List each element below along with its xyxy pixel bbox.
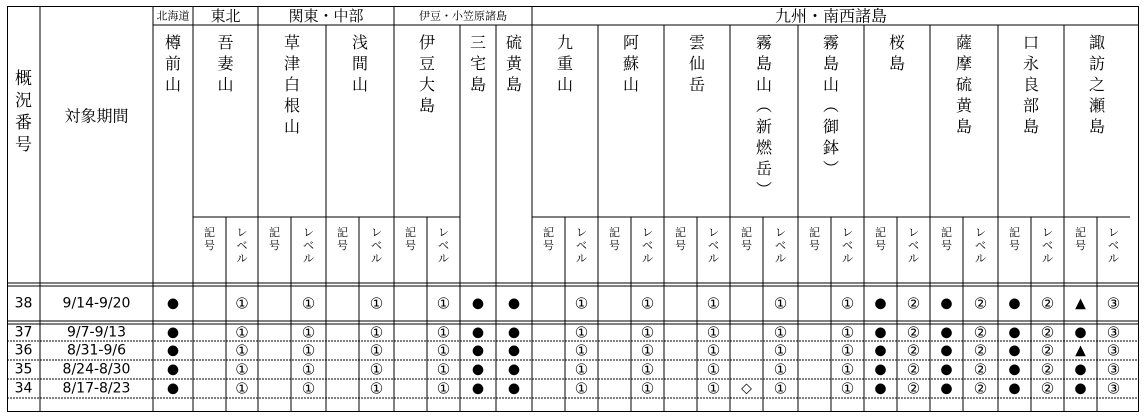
- symbol-miyake: ●: [471, 380, 485, 397]
- symbol-satsuma: ●: [940, 361, 953, 378]
- level-azuma: ①: [235, 294, 249, 313]
- sub-header-level: レベル: [576, 225, 587, 265]
- level-izuoshima: ①: [436, 360, 451, 379]
- level-kusatsu: ①: [301, 323, 316, 342]
- symbol-satsuma: ●: [940, 295, 953, 312]
- sub-header-level: レベル: [842, 225, 853, 265]
- sub-header-kigo: 記号: [609, 225, 620, 252]
- sub-header-kigo: 記号: [204, 225, 215, 252]
- region-label-kanto: 関東・中部: [288, 7, 364, 25]
- sub-header-level: レベル: [642, 225, 653, 265]
- level-unzen: ①: [706, 360, 721, 379]
- level-aso: ①: [640, 360, 655, 379]
- volcano-name-kuju: 九重山: [556, 32, 574, 94]
- row-period: 9/14-9/20: [62, 295, 131, 312]
- sub-header-kigo: 記号: [875, 225, 886, 252]
- sub-header-level: レベル: [775, 225, 786, 265]
- volcano-name-sakura: 桜島: [888, 32, 906, 73]
- symbol-tarumae: ●: [166, 324, 180, 341]
- row-period: 8/31-9/6: [66, 342, 127, 359]
- sub-header-kigo: 記号: [675, 225, 686, 252]
- level-ohachi: ①: [840, 341, 855, 360]
- volcano-name-azuma: 吾妻山: [217, 32, 234, 94]
- level-suwanose: ③: [1106, 341, 1121, 360]
- gaikyo-header: 概況番号: [15, 69, 32, 155]
- level-ohachi: ①: [840, 360, 855, 379]
- symbol-kuchinoerabu: ●: [1008, 324, 1021, 341]
- sub-header-level: レベル: [303, 225, 314, 265]
- symbol-tarumae: ●: [166, 342, 180, 359]
- row-number: 36: [14, 342, 33, 359]
- level-shinmoe: ①: [773, 341, 788, 360]
- symbol-miyake: ●: [471, 342, 485, 359]
- period-header: 対象期間: [64, 106, 129, 126]
- region-gap: [997, 7, 999, 25]
- level-kuju: ①: [574, 379, 589, 398]
- volcano-name-unzen: 雲仙岳: [688, 32, 706, 94]
- level-shinmoe: ①: [773, 294, 788, 313]
- level-sakura: ②: [906, 294, 921, 313]
- symbol-iojima: ●: [507, 361, 521, 378]
- symbol-sakura: ●: [874, 380, 887, 397]
- level-ohachi: ①: [840, 379, 855, 398]
- level-sakura: ②: [906, 341, 921, 360]
- level-sakura: ②: [906, 360, 921, 379]
- level-aso: ①: [640, 323, 655, 342]
- level-suwanose: ③: [1106, 323, 1121, 342]
- level-asama: ①: [369, 294, 384, 313]
- symbol-miyake: ●: [471, 295, 485, 312]
- level-kuju: ①: [574, 341, 589, 360]
- sub-header-level: レベル: [371, 225, 382, 265]
- volcano-name-kuchinoerabu: 口永良部島: [1022, 32, 1040, 136]
- level-suwanose: ③: [1106, 294, 1121, 313]
- level-sakura: ②: [906, 379, 921, 398]
- sub-header-kigo: 記号: [809, 225, 820, 252]
- symbol-satsuma: ●: [940, 324, 953, 341]
- symbol-tarumae: ●: [166, 361, 180, 378]
- symbol-iojima: ●: [507, 295, 521, 312]
- level-kuchinoerabu: ②: [1040, 323, 1055, 342]
- level-kuju: ①: [574, 294, 589, 313]
- sub-header-kigo: 記号: [405, 225, 416, 252]
- symbol-kuchinoerabu: ●: [1008, 342, 1021, 359]
- level-kusatsu: ①: [301, 294, 316, 313]
- region-gap: [1063, 7, 1065, 25]
- level-satsuma: ②: [973, 341, 988, 360]
- volcano-name-iojima: 硫黄島: [505, 32, 523, 94]
- level-unzen: ①: [706, 341, 721, 360]
- symbol-kuchinoerabu: ●: [1008, 380, 1021, 397]
- level-kusatsu: ①: [301, 360, 316, 379]
- volcano-name-tarumae: 樽前山: [164, 32, 182, 94]
- level-asama: ①: [369, 360, 384, 379]
- symbol-iojima: ●: [507, 342, 521, 359]
- level-unzen: ①: [706, 294, 721, 313]
- level-izuoshima: ①: [436, 379, 451, 398]
- symbol-kuchinoerabu: ●: [1008, 361, 1021, 378]
- level-ohachi: ①: [840, 294, 855, 313]
- symbol-miyake: ●: [471, 324, 485, 341]
- symbol-sakura: ●: [874, 324, 887, 341]
- region-label-tohoku: 東北: [210, 7, 241, 25]
- volcano-name-satsuma: 薩摩硫黄島: [955, 32, 973, 136]
- sub-header-level: レベル: [1108, 225, 1119, 265]
- region-label-kyushu: 九州・南西諸島: [774, 6, 888, 26]
- level-satsuma: ②: [973, 294, 988, 313]
- sub-header-level: レベル: [438, 225, 449, 265]
- level-asama: ①: [369, 323, 384, 342]
- level-kuchinoerabu: ②: [1040, 379, 1055, 398]
- volcano-name-ohachi: 霧島山︵御鉢︶: [822, 32, 840, 178]
- level-azuma: ①: [235, 379, 249, 398]
- level-satsuma: ②: [973, 323, 988, 342]
- symbol-suwanose: ●: [1074, 324, 1087, 341]
- sub-header-kigo: 記号: [1009, 225, 1020, 252]
- row-number: 38: [14, 295, 33, 312]
- sub-header-level: レベル: [908, 225, 919, 265]
- level-kuchinoerabu: ②: [1040, 341, 1055, 360]
- region-gap: [729, 7, 731, 25]
- level-azuma: ①: [235, 360, 249, 379]
- level-shinmoe: ①: [773, 323, 788, 342]
- level-asama: ①: [369, 341, 384, 360]
- level-shinmoe: ①: [773, 360, 788, 379]
- row-period: 9/7-9/13: [66, 324, 127, 341]
- level-aso: ①: [640, 379, 655, 398]
- level-izuoshima: ①: [436, 341, 451, 360]
- level-azuma: ①: [235, 323, 249, 342]
- volcano-name-kusatsu: 草津白根山: [283, 32, 301, 136]
- region-gap: [663, 7, 665, 25]
- sub-header-kigo: 記号: [269, 225, 280, 252]
- level-shinmoe: ①: [773, 379, 788, 398]
- sub-header-level: レベル: [236, 225, 248, 265]
- level-kuchinoerabu: ②: [1040, 294, 1055, 313]
- sub-header-level: レベル: [708, 225, 719, 265]
- level-suwanose: ③: [1106, 379, 1121, 398]
- region-gap: [929, 7, 931, 25]
- region-gap: [597, 7, 599, 25]
- level-unzen: ①: [706, 379, 721, 398]
- row-number: 35: [14, 361, 33, 378]
- volcano-name-aso: 阿蘇山: [622, 32, 640, 94]
- symbol-suwanose: ▲: [1075, 342, 1086, 359]
- level-asama: ①: [369, 379, 384, 398]
- row-number: 37: [14, 324, 33, 341]
- level-ohachi: ①: [840, 323, 855, 342]
- symbol-iojima: ●: [507, 380, 521, 397]
- symbol-suwanose: ▲: [1075, 295, 1086, 312]
- level-kuchinoerabu: ②: [1040, 360, 1055, 379]
- symbol-suwanose: ●: [1074, 361, 1087, 378]
- level-satsuma: ②: [973, 379, 988, 398]
- level-izuoshima: ①: [436, 323, 451, 342]
- symbol-kuchinoerabu: ●: [1008, 295, 1021, 312]
- sub-header-kigo: 記号: [941, 225, 952, 252]
- volcano-name-asama: 浅間山: [351, 32, 369, 94]
- row-period: 8/17-8/23: [62, 380, 131, 397]
- row-number: 34: [14, 380, 33, 397]
- symbol-tarumae: ●: [166, 295, 180, 312]
- symbol-iojima: ●: [507, 324, 521, 341]
- region-label-hokkaido: 北海道: [156, 9, 190, 23]
- volcano-name-shinmoe: 霧島山︵新燃岳︶: [755, 32, 773, 199]
- symbol-suwanose: ●: [1074, 380, 1087, 397]
- volcano-alert-table: [7, 6, 1139, 412]
- sub-header-kigo: 記号: [741, 225, 752, 252]
- symbol-shinmoe: ◇: [741, 380, 752, 397]
- sub-header-kigo: 記号: [337, 225, 348, 252]
- sub-header-level: レベル: [975, 225, 986, 265]
- symbol-sakura: ●: [874, 342, 887, 359]
- level-kuju: ①: [574, 360, 589, 379]
- level-azuma: ①: [235, 341, 249, 360]
- level-kuju: ①: [574, 323, 589, 342]
- level-satsuma: ②: [973, 360, 988, 379]
- symbol-sakura: ●: [874, 295, 887, 312]
- symbol-satsuma: ●: [940, 342, 953, 359]
- volcano-name-izuoshima: 伊豆大島: [418, 32, 436, 115]
- symbol-satsuma: ●: [940, 380, 953, 397]
- level-sakura: ②: [906, 323, 921, 342]
- symbol-sakura: ●: [874, 361, 887, 378]
- sub-header-kigo: 記号: [1075, 225, 1086, 252]
- level-kusatsu: ①: [301, 341, 316, 360]
- sub-header-kigo: 記号: [543, 225, 554, 252]
- level-aso: ①: [640, 341, 655, 360]
- level-suwanose: ③: [1106, 360, 1121, 379]
- level-aso: ①: [640, 294, 655, 313]
- region-label-izu: 伊豆・小笠原諸島: [419, 9, 507, 23]
- level-unzen: ①: [706, 323, 721, 342]
- volcano-name-suwanose: 諏訪之瀬島: [1088, 32, 1106, 136]
- level-izuoshima: ①: [436, 294, 451, 313]
- symbol-miyake: ●: [471, 361, 485, 378]
- row-period: 8/24-8/30: [62, 361, 131, 378]
- level-kusatsu: ①: [301, 379, 316, 398]
- volcano-name-miyake: 三宅島: [469, 32, 487, 94]
- symbol-tarumae: ●: [166, 380, 180, 397]
- sub-header-level: レベル: [1042, 225, 1053, 265]
